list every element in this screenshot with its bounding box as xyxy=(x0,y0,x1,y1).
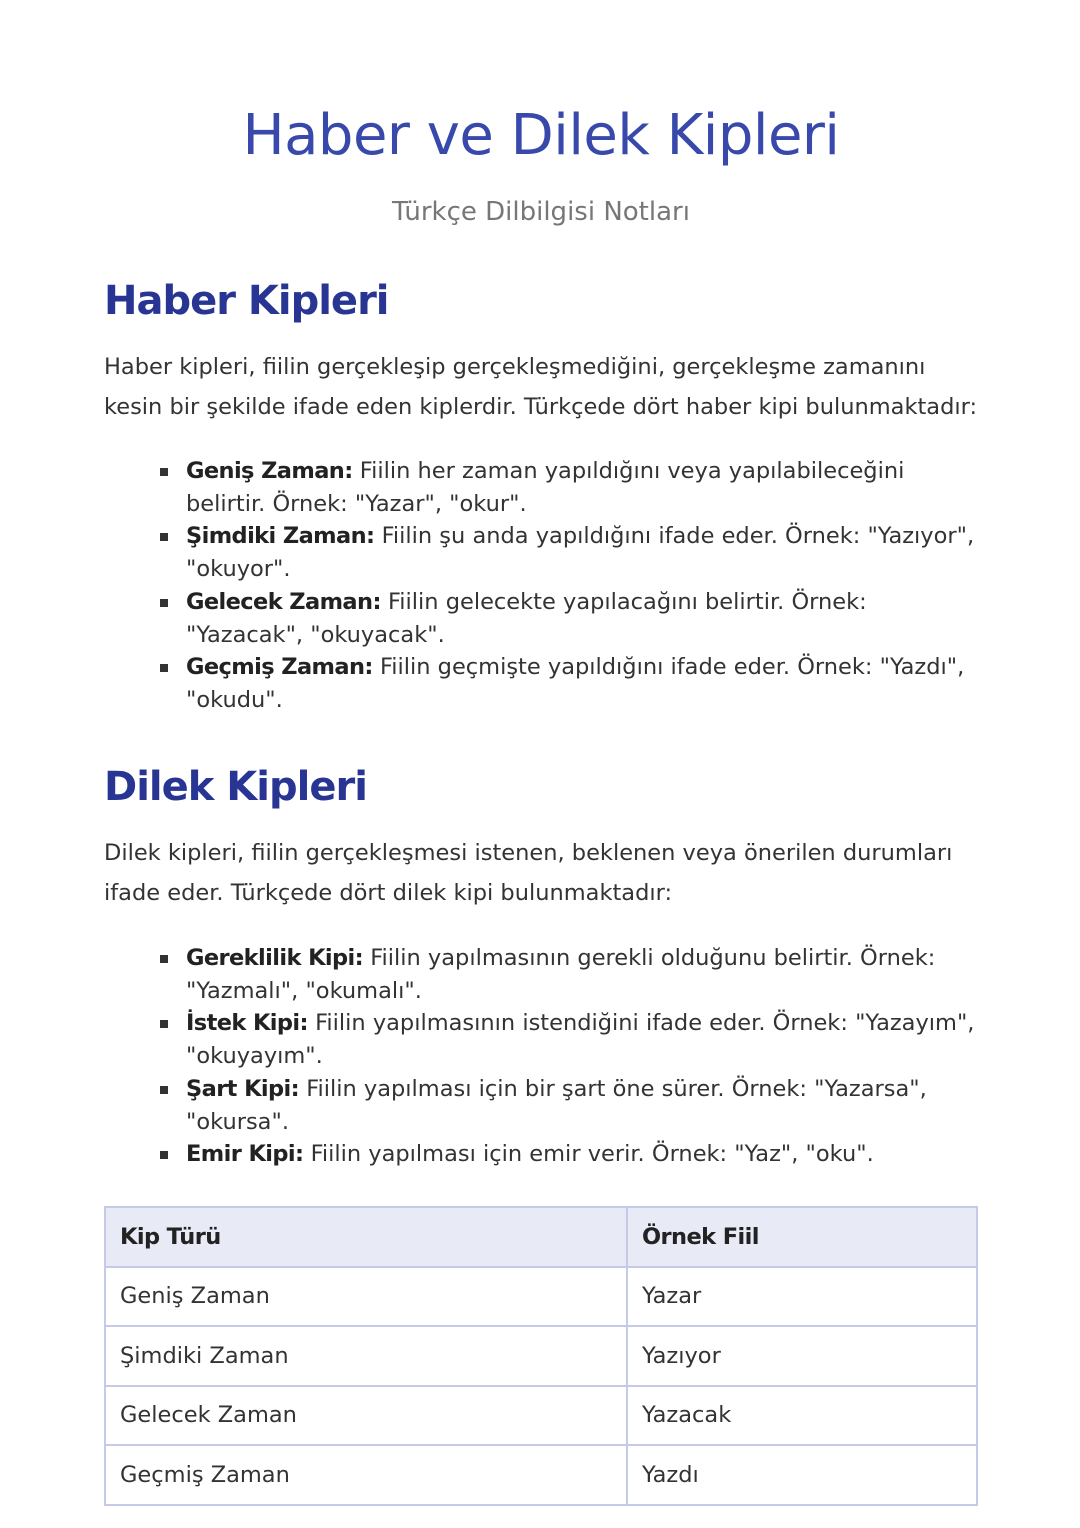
table-cell: Gelecek Zaman xyxy=(105,1386,627,1446)
list-item-text: Fiilin şu anda yapıldığını ifade eder. Örnek: "Yazıyor", "okuyor". xyxy=(186,523,975,583)
list-item-term: Gelecek Zaman: xyxy=(186,588,381,615)
list-item-text: Fiilin gelecekte yapılacağını belirtir. Örnek: "Yazacak", "okuyacak". xyxy=(186,588,867,648)
table-cell: Yazdı xyxy=(627,1445,977,1505)
table-cell: Yazacak xyxy=(627,1386,977,1446)
table-cell: Geniş Zaman xyxy=(105,1267,627,1327)
table-header-ornek-fiil: Örnek Fiil xyxy=(627,1207,977,1267)
table-row xyxy=(105,1445,977,1505)
dilek-kip-list xyxy=(160,942,986,1171)
list-item xyxy=(186,651,986,716)
section-intro-haber: Haber kipleri, fiilin gerçekleşip gerçekleşmediğini, gerçekleşme zamanını kesin bir şekilde ifade eden kiplerdir. Türkçede dört haber kipi bulunmaktadır: xyxy=(104,354,978,420)
kip-table xyxy=(104,1206,978,1506)
list-item-term: Gereklilik Kipi: xyxy=(186,945,364,971)
list-item-term: Emir Kipi: xyxy=(186,1141,304,1168)
list-item-term: Şart Kipi: xyxy=(186,1075,300,1102)
list-item xyxy=(186,942,986,1007)
list-item-text: Fiilin yapılmasının gerekli olduğunu belirtir. Örnek: "Yazmalı", "okumalı". xyxy=(186,945,936,1004)
section-heading-dilek: Dilek Kipleri xyxy=(104,764,367,810)
list-item xyxy=(186,455,986,520)
list-item xyxy=(186,1007,986,1072)
list-item xyxy=(186,586,986,651)
section-heading-haber: Haber Kipleri xyxy=(104,278,389,324)
table-row xyxy=(105,1326,977,1386)
table-row xyxy=(105,1267,977,1327)
list-item-term: Şimdiki Zaman: xyxy=(186,523,375,550)
table-cell: Yazıyor xyxy=(627,1326,977,1386)
list-item xyxy=(186,1138,986,1171)
list-item-term: İstek Kipi: xyxy=(186,1010,308,1037)
table-cell: Şimdiki Zaman xyxy=(105,1326,627,1386)
page-title: Haber ve Dilek Kipleri xyxy=(242,103,840,168)
table-cell: Geçmiş Zaman xyxy=(105,1445,627,1505)
list-item xyxy=(186,520,986,585)
table-header-kip-turu: Kip Türü xyxy=(105,1207,627,1267)
list-item-text: Fiilin her zaman yapıldığını veya yapılabileceğini belirtir. Örnek: "Yazar", "okur". xyxy=(186,458,905,517)
list-item-text: Fiilin yapılması için bir şart öne sürer. Örnek: "Yazarsa", "okursa". xyxy=(186,1075,927,1135)
list-item-text: Fiilin yapılması için emir verir. Örnek: "Yaz", "oku". xyxy=(303,1141,874,1168)
haber-kip-list xyxy=(160,455,986,717)
list-item-text: Fiilin yapılmasının istendiğini ifade eder. Örnek: "Yazayım", "okuyayım". xyxy=(186,1010,975,1070)
table-cell: Yazar xyxy=(627,1267,977,1327)
table-header-row xyxy=(105,1207,977,1267)
section-intro-dilek: Dilek kipleri, fiilin gerçekleşmesi istenen, beklenen veya önerilen durumları ifade eder. Türkçede dört dilek kipi bulunmaktadır: xyxy=(104,840,953,906)
table-row xyxy=(105,1386,977,1446)
list-item xyxy=(186,1073,986,1138)
list-item-term: Geçmiş Zaman: xyxy=(186,654,373,681)
list-item-term: Geniş Zaman: xyxy=(186,458,353,484)
page-subtitle: Türkçe Dilbilgisi Notları xyxy=(392,197,690,227)
list-item-text: Fiilin geçmişte yapıldığını ifade eder. Örnek: "Yazdı", "okudu". xyxy=(186,654,965,713)
